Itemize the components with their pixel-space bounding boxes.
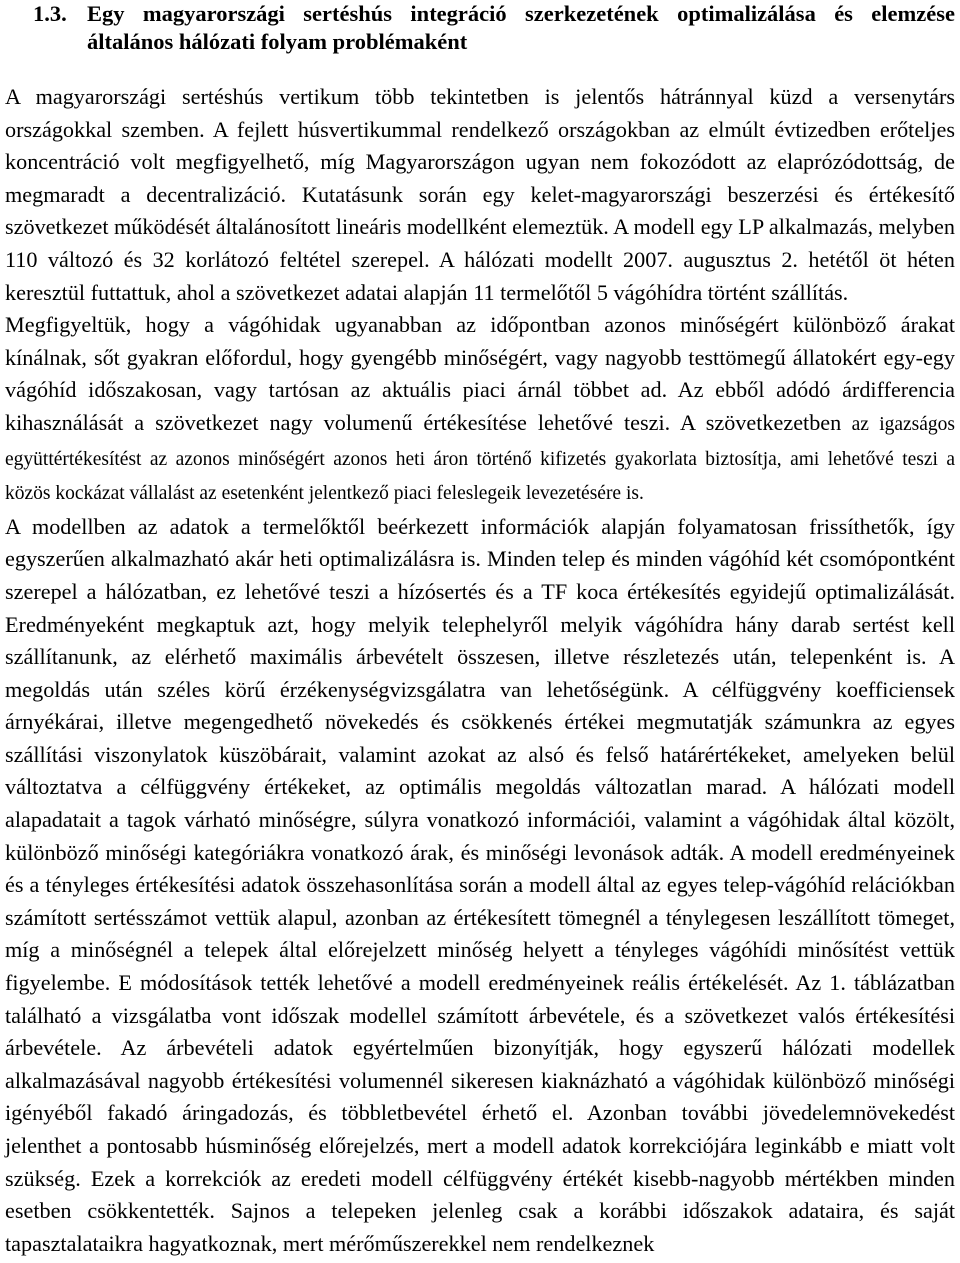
section-number: 1.3.	[33, 1, 67, 26]
paragraph-2	[5, 309, 955, 511]
paragraph-2-small: az igazságos együttértékesítést az azonos minőségért azonos heti áron történő kifizetés gyakorlata biztosítja, ami lehetővé teszi a közös kockázat vállalást az esetenként jelentkező piaci feleslegeik levezetésére is.	[5, 413, 956, 505]
heading-spacer	[5, 56, 955, 81]
section-heading	[5, 0, 955, 56]
paragraph-3: A modellben az adatok a termelőktől beérkezett információk alapján folyamatosan frissíthetők, így egyszerűen alkalmazható akár heti optimalizálásra is. Minden telep és minden vágóhíd két csomópontként szerepel a hálózatban, ez lehetővé teszi a hízósertés és a TF koca értékesítés egyidejű optimalizálását. Eredményeként megkaptuk azt, hogy melyik telephelyről melyik vágóhídra hány darab sertést kell szállítanunk, az elérhető maximális árbevételt összesen, illetve részletezés után, telepenként is. A megoldás után széles körű érzékenységvizsgálatra van lehetőségünk. A célfüggvény koefficiensek árnyékárai, illetve megengedhető növekedés és csökkenés értékei megmutatják számunkra az egyes szállítási viszonylatok küszöbárait, valamint azokat az alsó és felső határértékeket, amelyeken belül változtatva a célfüggvény értékeket, az optimális megoldás változatlan marad. A hálózati modell alapadatait a tagok várható minőségre, súlyra vonatkozó információi, valamint a vágóhidak által közölt, különböző minőségi kategóriákra vonatkozó árak, és minőségi levonások adták. A modell eredményeinek és a tényleges értékesítési adatok összehasonlítása során a modell által az egyes telep-vágóhíd relációkban számított sertésszámot vettük alapul, azonban az értékesített tömegnél a ténylegesen leszállított tömeget, míg a minőségnél a telepek által előrejelzett minőség helyett a tényleges vágóhídi minősítést vettük figyelembe. E módosítások tették lehetővé a modell eredményeinek reális értékelését. Az 1. táblázatban található a vizsgálatba vont időszak modellel számított árbevétele, és a szövetkezet valós értékesítési árbevétele. Az árbevételi adatok egyértelműen bizonyítják, hogy egyszerű hálózati modellek alkalmazásával nagyobb értékesítési volumennél sikeresen kiaknázható a vágóhidak különböző minőségi igényéből fakadó áringadozás, és többletbevétel érhető el. Azonban további jövedelemnövekedést jelenthet a pontosabb húsminőség előrejelzés, mert a modell adatok korrekciójára leginkább e miatt volt szükség. Ezek a korrekciók az eredeti modell célfüggvény értékét kisebb-nagyobb mértékben minden esetben csökkentették. Sajnos a telepeken jelenleg csak a korábbi időszakok adataira, és saját tapasztalataikra hagyatkoznak, mert mérőműszerekkel nem rendelkeznek	[5, 513, 955, 1256]
section-title: Egy magyarországi sertéshús integráció szerkezetének optimalizálása és elemzése általános hálózati folyam problémaként	[87, 1, 955, 54]
paragraph-1: A magyarországi sertéshús vertikum több tekintetben is jelentős hátránnyal küzd a versenytárs országokkal szemben. A fejlett húsvertikummal rendelkező országokban az elmúlt évtizedben erőteljes koncentráció volt megfigyelhető, míg Magyarországon ugyan nem fokozódott az elaprózódottság, de megmaradt a decentralizáció. Kutatásunk során egy kelet-magyarországi beszerzési és értékesítő szövetkezet működését általánosított lineáris modellként elemeztük. A modell egy LP alkalmazás, melyben 110 változó és 32 korlátozó feltétel szerepel. A hálózati modellt 2007. augusztus 2. hetétől öt héten keresztül futtattuk, ahol a szövetkezet adatai alapján 11 termelőtől 5 vágóhídra történt szállítás.	[5, 84, 955, 305]
paragraph-2-main: Megfigyeltük, hogy a vágóhidak ugyanabban az időpontban azonos minőségért különböző árakat kínálnak, sőt gyakran előfordul, hogy gyengébb minőségért, vagy nagyobb testtömegű állatokért egy-egy vágóhíd időszakosan, vagy tartósan az aktuális piaci árnál többet ad. Az ebből adódó árdifferencia kihasználását a szövetkezet nagy volumenű értékesítése lehetővé teszi. A szövetkezetben	[5, 312, 955, 435]
